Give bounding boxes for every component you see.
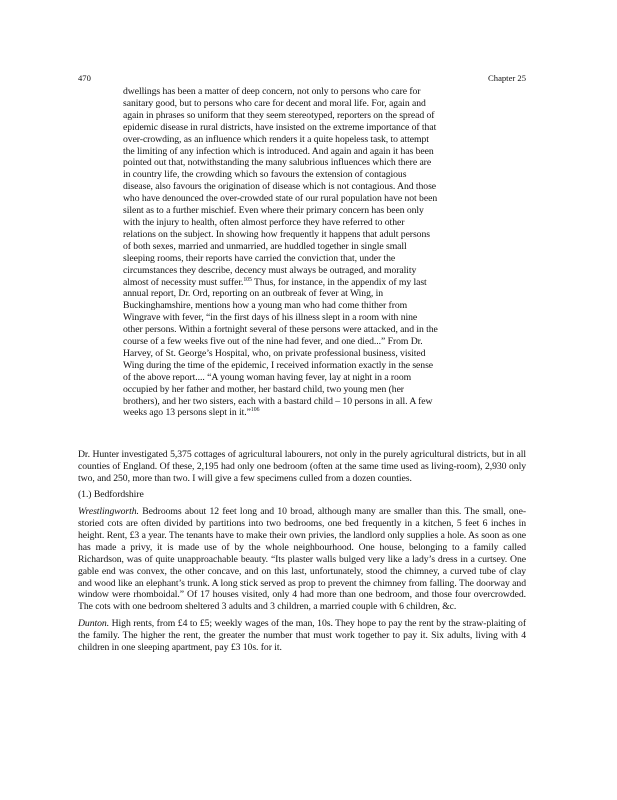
- block-quote: [123, 86, 438, 419]
- quote-line-text: Buckinghamshire, mentions how a young man who had come thither from: [123, 300, 408, 312]
- quote-line: [123, 288, 438, 300]
- quote-line-text: other persons. Within a fortnight several of these persons were attacked, and in the: [123, 324, 438, 336]
- quote-line: [123, 384, 438, 396]
- quote-line-text: Thus, for instance, in the appendix of my last: [251, 276, 427, 288]
- quote-line-text: relations on the subject. In showing how frequently it happens that adult persons: [123, 228, 430, 240]
- quote-line-text: brothers), and her two sisters, each with a bastard child – 10 persons in all. A few: [123, 395, 433, 407]
- paragraph-text: Dr. Hunter investigated 5,375 cottages of agricultural labourers, not only in the purely agricultural districts, but in all counties of England. Of these, 2,195 had only one bedroom (often at the same time used as living-room), 2,930 only two, and 250, more than two. I will give a few specimens culled from a dozen counties.: [78, 449, 526, 484]
- quote-line-text: again in phrases so uniform that they seem stereotyped, reporters on the spread of: [123, 109, 435, 121]
- quote-line-text: sanitary good, but to persons who care for decent and moral life. For, again and: [123, 97, 426, 109]
- paragraph: [78, 449, 526, 485]
- quote-line: [123, 360, 438, 372]
- quote-line-text: with the injury to health, often almost perforce they have referred to other: [123, 216, 405, 228]
- quote-line-text: dwellings has been a matter of deep concern, not only to persons who care for: [123, 86, 421, 97]
- quote-line-text: over-crowding, as an influence which renders it a quite hopeless task, to attempt: [123, 133, 429, 145]
- quote-line-text: epidemic disease in rural districts, have insisted on the extreme importance of that: [123, 121, 437, 133]
- quote-line-text: sleeping rooms, their reports have carried the conviction that, under the: [123, 252, 396, 264]
- body-text: [78, 449, 526, 654]
- quote-line-text: silent as to a further mischief. Even where their primary concern has been only: [123, 205, 424, 217]
- paragraph-text: High rents, from £4 to £5; weekly wages of the man, 10s. They hope to pay the rent by the straw-plaiting of the family. The higher the rent, the greater the number that must work together to pay it. Six adults, living with 4 children in one sleeping apartment, pay £3 10s. for it.: [78, 617, 526, 653]
- quote-line-text: in country life, the crowding which so favours the extension of contagious: [123, 169, 407, 181]
- quote-line: [123, 265, 438, 277]
- quote-line-text: weeks ago 13 persons slept in it.”: [123, 407, 251, 419]
- quote-line: [123, 146, 438, 158]
- quote-line: [123, 217, 438, 229]
- quote-line-text: the limiting of any infection which is introduced. And again and again it has been: [123, 145, 434, 157]
- quote-line-text: pointed out that, notwithstanding the many salubrious influences which there are: [123, 157, 432, 169]
- paragraph-dunton: [78, 618, 526, 654]
- quote-line: [123, 110, 438, 122]
- quote-line-text: course of a few weeks five out of the nine had fever, and one died...” From Dr.: [123, 336, 423, 348]
- quote-line-text: Harvey, of St. George’s Hospital, who, on private professional business, visited: [123, 347, 426, 359]
- quote-line: [123, 300, 438, 312]
- quote-line: [123, 98, 438, 110]
- quote-line: [123, 312, 438, 324]
- quote-line-text: Wingrave with fever, “in the first days of his illness slept in a room with nine: [123, 312, 418, 324]
- quote-line: [123, 324, 438, 336]
- place-name: Dunton.: [78, 617, 110, 629]
- page-number: 470: [78, 73, 91, 83]
- section-heading: (1.) Bedfordshire: [78, 489, 144, 501]
- quote-line-text: of the above report.... “A young woman having fever, lay at night in a room: [123, 371, 412, 383]
- quote-line: [123, 348, 438, 360]
- quote-line: [123, 253, 438, 265]
- quote-line-text: occupied by her father and mother, her bastard child, two young men (her: [123, 383, 404, 395]
- quote-line: [123, 181, 438, 193]
- quote-line: [123, 372, 438, 384]
- quote-line-text: circumstances they describe, decency must always be outraged, and morality: [123, 264, 417, 276]
- quote-line: [123, 193, 438, 205]
- quote-line-text: who have denounced the over-crowded state of our rural population have not been: [123, 193, 438, 205]
- quote-line: [123, 205, 438, 217]
- footnote-marker: 105: [243, 276, 252, 283]
- paragraph-text: Bedrooms about 12 feet long and 10 broad, although many are smaller than this. The small, one-storied cots are often divided by partitions into two bedrooms, one bed frequently in a kitchen, 5 feet 6 inches in height. Rent, £3 a year. The tenants have to make their own privies, the landlord only supplies a hole. As soon as one has made a privy, it is made use of by the whole neighbourhood. One house, belonging to a family called Richardson, was of quite unapproachable beauty. “Its plaster walls bulged very like a lady’s dress in a curtsey. One gable end was convex, the other concave, and on this last, unfortunately, stood the chimney, a curved tube of clay and wood like an elephant’s trunk. A long stick served as prop to prevent the chimney from falling. The doorway and window were rhomboidal.” Of 17 houses visited, only 4 had more than one bedroom, and those four overcrowded. The cots with one bedroom sheltered 3 adults and 3 children, a married couple with 6 children, &c.: [78, 505, 526, 613]
- place-name: Wrestlingworth.: [78, 505, 139, 517]
- quote-line: [123, 396, 438, 408]
- quote-line: [123, 336, 438, 348]
- quote-line: [123, 86, 438, 98]
- quote-line: [123, 241, 438, 253]
- quote-line: [123, 122, 438, 134]
- quote-line: [123, 407, 438, 419]
- quote-line-text: of both sexes, married and unmarried, are huddled together in single small: [123, 240, 407, 252]
- paragraph-wrestlingworth: [78, 506, 526, 614]
- quote-line-text: Wing during the time of the epidemic, I received information exactly in the sense: [123, 359, 434, 371]
- quote-line: [123, 277, 438, 289]
- quote-line-text: almost of necessity must suffer.: [123, 276, 244, 288]
- quote-line-text: disease, also favours the origination of disease which is not contagious. And those: [123, 181, 437, 193]
- quote-line: [123, 134, 438, 146]
- quote-line: [123, 157, 438, 169]
- quote-line-text: annual report, Dr. Ord, reporting on an outbreak of fever at Wing, in: [123, 288, 383, 300]
- quote-line: [123, 169, 438, 181]
- chapter-title: Chapter 25: [488, 73, 526, 83]
- quote-line: [123, 229, 438, 241]
- footnote-marker: 106: [250, 407, 260, 414]
